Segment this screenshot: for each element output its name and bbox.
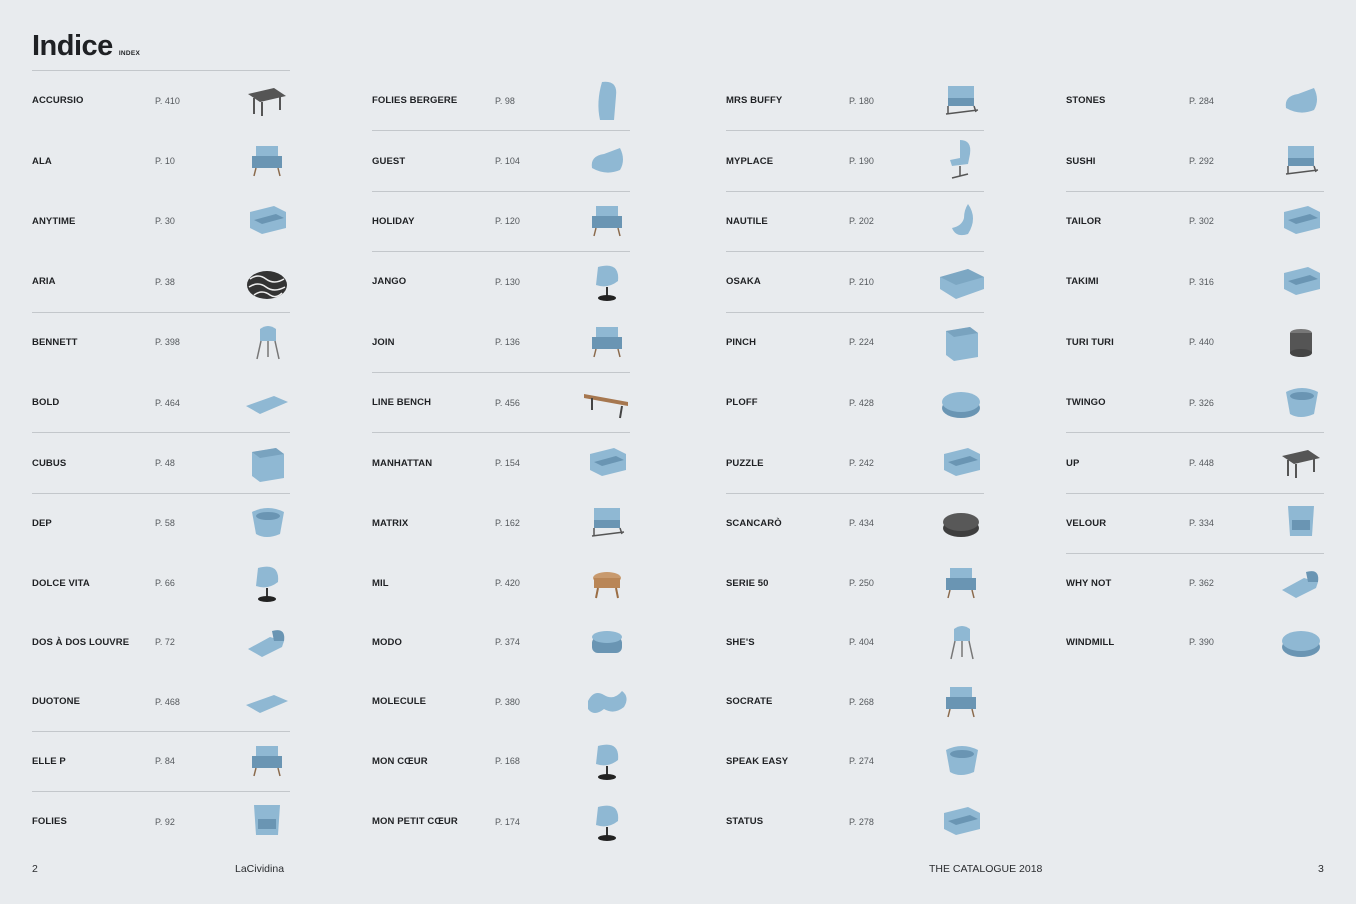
index-entry	[372, 432, 630, 492]
product-name: DOLCE VITA	[32, 577, 90, 589]
long-sofa-icon	[938, 259, 984, 305]
index-entry	[372, 251, 630, 311]
product-name: PUZZLE	[726, 457, 764, 469]
catalogue-name: THE CATALOGUE 2018	[929, 863, 1043, 875]
index-title	[32, 30, 140, 63]
swivel-chair-icon	[584, 799, 630, 845]
modular-pouf-icon	[584, 679, 630, 725]
left-page-number: 2	[32, 863, 38, 875]
product-name: DUOTONE	[32, 696, 81, 708]
high-armchair-icon	[1278, 500, 1324, 546]
page-reference: P. 84	[155, 756, 175, 767]
index-entry	[32, 791, 290, 851]
page-reference: P. 274	[849, 756, 874, 767]
index-entry	[372, 493, 630, 553]
frame-armchair-icon	[1278, 138, 1324, 184]
armchair-icon	[938, 560, 984, 606]
page-reference: P. 410	[155, 95, 180, 106]
page-reference: P. 468	[155, 696, 180, 707]
page-reference: P. 334	[1189, 518, 1214, 529]
sofa-icon	[1278, 198, 1324, 244]
index-entry	[726, 251, 984, 311]
frame-armchair-icon	[584, 500, 630, 546]
rug-icon	[244, 679, 290, 725]
index-entry	[726, 672, 984, 731]
index-entry	[726, 191, 984, 251]
armchair-icon	[584, 198, 630, 244]
product-name: ARIA	[32, 276, 56, 288]
product-name: ACCURSIO	[32, 95, 84, 107]
sofa-icon	[938, 440, 984, 486]
product-name: MON CŒUR	[372, 755, 428, 767]
shell-chair-icon	[938, 198, 984, 244]
product-name: MRS BUFFY	[726, 95, 783, 107]
index-entry	[1066, 70, 1324, 130]
index-entry	[1066, 553, 1324, 612]
index-entry	[32, 731, 290, 791]
product-name: PLOFF	[726, 397, 758, 409]
index-entry	[32, 612, 290, 671]
index-entry	[372, 191, 630, 251]
product-name: OSAKA	[726, 276, 761, 288]
page-reference: P. 464	[155, 397, 180, 408]
page-reference: P. 362	[1189, 578, 1214, 589]
page-reference: P. 104	[495, 156, 520, 167]
page-reference: P. 440	[1189, 337, 1214, 348]
page-reference: P. 250	[849, 578, 874, 589]
page-reference: P. 48	[155, 458, 175, 469]
index-entry	[32, 553, 290, 612]
product-name: WINDMILL	[1066, 636, 1115, 648]
page-reference: P. 10	[155, 156, 175, 167]
product-name: WHY NOT	[1066, 577, 1112, 589]
index-entry	[1066, 493, 1324, 553]
page-reference: P. 58	[155, 518, 175, 529]
page-reference: P. 30	[155, 216, 175, 227]
page-reference: P. 278	[849, 816, 874, 827]
page-reference: P. 374	[495, 637, 520, 648]
dark-pouf-icon	[938, 500, 984, 546]
page-reference: P. 292	[1189, 156, 1214, 167]
index-entry	[726, 70, 984, 130]
product-name: BOLD	[32, 397, 60, 409]
product-name: TAILOR	[1066, 215, 1102, 227]
product-name: SCANCARÒ	[726, 517, 782, 529]
page-reference: P. 284	[1189, 95, 1214, 106]
index-entry	[726, 493, 984, 553]
index-entry	[32, 372, 290, 432]
stool-icon	[1278, 319, 1324, 365]
armchair-icon	[244, 738, 290, 784]
product-name: NAUTILE	[726, 215, 768, 227]
index-entry	[726, 432, 984, 492]
product-name: MYPLACE	[726, 155, 774, 167]
tub-armchair-icon	[938, 738, 984, 784]
page-reference: P. 224	[849, 337, 874, 348]
page-reference: P. 448	[1189, 458, 1214, 469]
lounge-chair-icon	[938, 138, 984, 184]
product-name: BENNETT	[32, 336, 78, 348]
table-icon	[244, 78, 290, 124]
high-back-chair-icon	[584, 78, 630, 124]
page-reference: P. 92	[155, 816, 175, 827]
product-name: VELOUR	[1066, 517, 1107, 529]
index-entry	[1066, 372, 1324, 432]
product-name: SOCRATE	[726, 696, 773, 708]
sofa-icon	[244, 198, 290, 244]
page-reference: P. 154	[495, 458, 520, 469]
product-name: TWINGO	[1066, 397, 1106, 409]
index-column-2	[372, 70, 630, 851]
swivel-chair-icon	[584, 259, 630, 305]
chair-icon	[244, 319, 290, 365]
swivel-chair-icon	[584, 738, 630, 784]
woven-pouf-icon	[244, 259, 290, 305]
product-name: STATUS	[726, 816, 764, 828]
armchair-icon	[584, 319, 630, 365]
index-column-4	[1066, 70, 1324, 672]
product-name: DOS À DOS LOUVRE	[32, 636, 130, 648]
index-entry	[372, 791, 630, 851]
index-column-1	[32, 70, 290, 851]
rug-icon	[244, 380, 290, 426]
armchair-icon	[938, 679, 984, 725]
index-entry	[1066, 191, 1324, 251]
page-reference: P. 210	[849, 276, 874, 287]
page-reference: P. 428	[849, 397, 874, 408]
page-reference: P. 130	[495, 276, 520, 287]
page-reference: P. 180	[849, 95, 874, 106]
page-reference: P. 66	[155, 578, 175, 589]
bench-icon	[584, 380, 630, 426]
page-reference: P. 380	[495, 696, 520, 707]
product-name: FOLIES BERGERE	[372, 95, 458, 107]
armchair-icon	[244, 138, 290, 184]
index-entry	[1066, 612, 1324, 671]
index-entry	[726, 130, 984, 190]
index-entry	[372, 312, 630, 372]
page-reference: P. 434	[849, 518, 874, 529]
index-entry	[726, 312, 984, 372]
page-reference: P. 242	[849, 458, 874, 469]
pouf-chair-icon	[584, 138, 630, 184]
index-entry	[372, 553, 630, 612]
index-entry	[726, 791, 984, 851]
index-entry	[372, 672, 630, 731]
product-name: ALA	[32, 155, 52, 167]
page-reference: P. 120	[495, 216, 520, 227]
product-name: SERIE 50	[726, 577, 769, 589]
index-entry	[32, 432, 290, 492]
index-entry	[32, 70, 290, 130]
index-entry	[1066, 251, 1324, 311]
product-name: HOLIDAY	[372, 215, 415, 227]
lounge-icon	[244, 619, 290, 665]
index-entry	[726, 612, 984, 671]
index-entry	[726, 553, 984, 612]
index-entry	[32, 191, 290, 251]
index-column-3	[726, 70, 984, 851]
lounge-icon	[1278, 560, 1324, 606]
index-entry	[372, 731, 630, 791]
product-name: TAKIMI	[1066, 276, 1099, 288]
page-reference: P. 398	[155, 337, 180, 348]
sofa-icon	[1278, 259, 1324, 305]
tub-armchair-icon	[244, 500, 290, 546]
product-name: FOLIES	[32, 816, 67, 828]
product-name: GUEST	[372, 155, 406, 167]
pouf-chair-icon	[1278, 78, 1324, 124]
page-reference: P. 420	[495, 578, 520, 589]
page-reference: P. 136	[495, 337, 520, 348]
product-name: DEP	[32, 517, 52, 529]
sofa-icon	[584, 440, 630, 486]
product-name: LINE BENCH	[372, 397, 432, 409]
index-entry	[1066, 130, 1324, 190]
index-entry	[372, 372, 630, 432]
side-table-icon	[584, 560, 630, 606]
page-reference: P. 326	[1189, 397, 1214, 408]
product-name: JOIN	[372, 336, 395, 348]
product-name: MOLECULE	[372, 696, 427, 708]
page-reference: P. 174	[495, 816, 520, 827]
product-name: CUBUS	[32, 457, 67, 469]
right-page-number: 3	[1318, 863, 1324, 875]
product-name: SUSHI	[1066, 155, 1096, 167]
index-entry	[32, 130, 290, 190]
product-name: UP	[1066, 457, 1080, 469]
index-entry	[32, 672, 290, 731]
index-entry	[726, 731, 984, 791]
page-reference: P. 404	[849, 637, 874, 648]
sofa-icon	[938, 799, 984, 845]
product-name: ANYTIME	[32, 215, 76, 227]
page-title: Indice	[32, 30, 113, 62]
index-entry	[1066, 432, 1324, 492]
product-name: MIL	[372, 577, 389, 589]
page-reference: P. 98	[495, 95, 515, 106]
page-reference: P. 268	[849, 696, 874, 707]
brand-name: LaCividina	[235, 863, 285, 875]
product-name: PINCH	[726, 336, 757, 348]
cube-armchair-icon	[938, 319, 984, 365]
round-pouf-icon	[1278, 619, 1324, 665]
high-armchair-icon	[244, 799, 290, 845]
product-name: SPEAK EASY	[726, 755, 789, 767]
frame-armchair-icon	[938, 78, 984, 124]
index-entry	[726, 372, 984, 432]
page-reference: P. 168	[495, 756, 520, 767]
page-reference: P. 316	[1189, 276, 1214, 287]
page-reference: P. 162	[495, 518, 520, 529]
product-name: JANGO	[372, 276, 407, 288]
page-reference: P. 390	[1189, 637, 1214, 648]
product-name: MODO	[372, 636, 402, 648]
product-name: MON PETIT CŒUR	[372, 816, 458, 828]
table-icon	[1278, 440, 1324, 486]
product-name: STONES	[1066, 95, 1106, 107]
page-reference: P. 190	[849, 156, 874, 167]
page-reference: P. 456	[495, 397, 520, 408]
cube-armchair-icon	[244, 440, 290, 486]
index-entry	[372, 130, 630, 190]
swivel-chair-icon	[244, 560, 290, 606]
round-pouf-icon	[938, 380, 984, 426]
index-entry	[32, 251, 290, 311]
index-entry	[372, 70, 630, 130]
index-entry	[372, 612, 630, 671]
product-name: ELLE P	[32, 755, 66, 767]
product-name: TURI TURI	[1066, 336, 1114, 348]
index-entry	[1066, 312, 1324, 372]
index-entry	[32, 493, 290, 553]
page-reference: P. 202	[849, 216, 874, 227]
page-reference: P. 38	[155, 276, 175, 287]
chair-icon	[938, 619, 984, 665]
product-name: MANHATTAN	[372, 457, 433, 469]
page-reference: P. 302	[1189, 216, 1214, 227]
index-entry	[32, 312, 290, 372]
tub-armchair-icon	[1278, 380, 1324, 426]
page-reference: P. 72	[155, 637, 175, 648]
product-name: SHE'S	[726, 636, 755, 648]
page-subtitle: INDEX	[118, 50, 141, 57]
product-name: MATRIX	[372, 517, 409, 529]
pouf-icon	[584, 619, 630, 665]
